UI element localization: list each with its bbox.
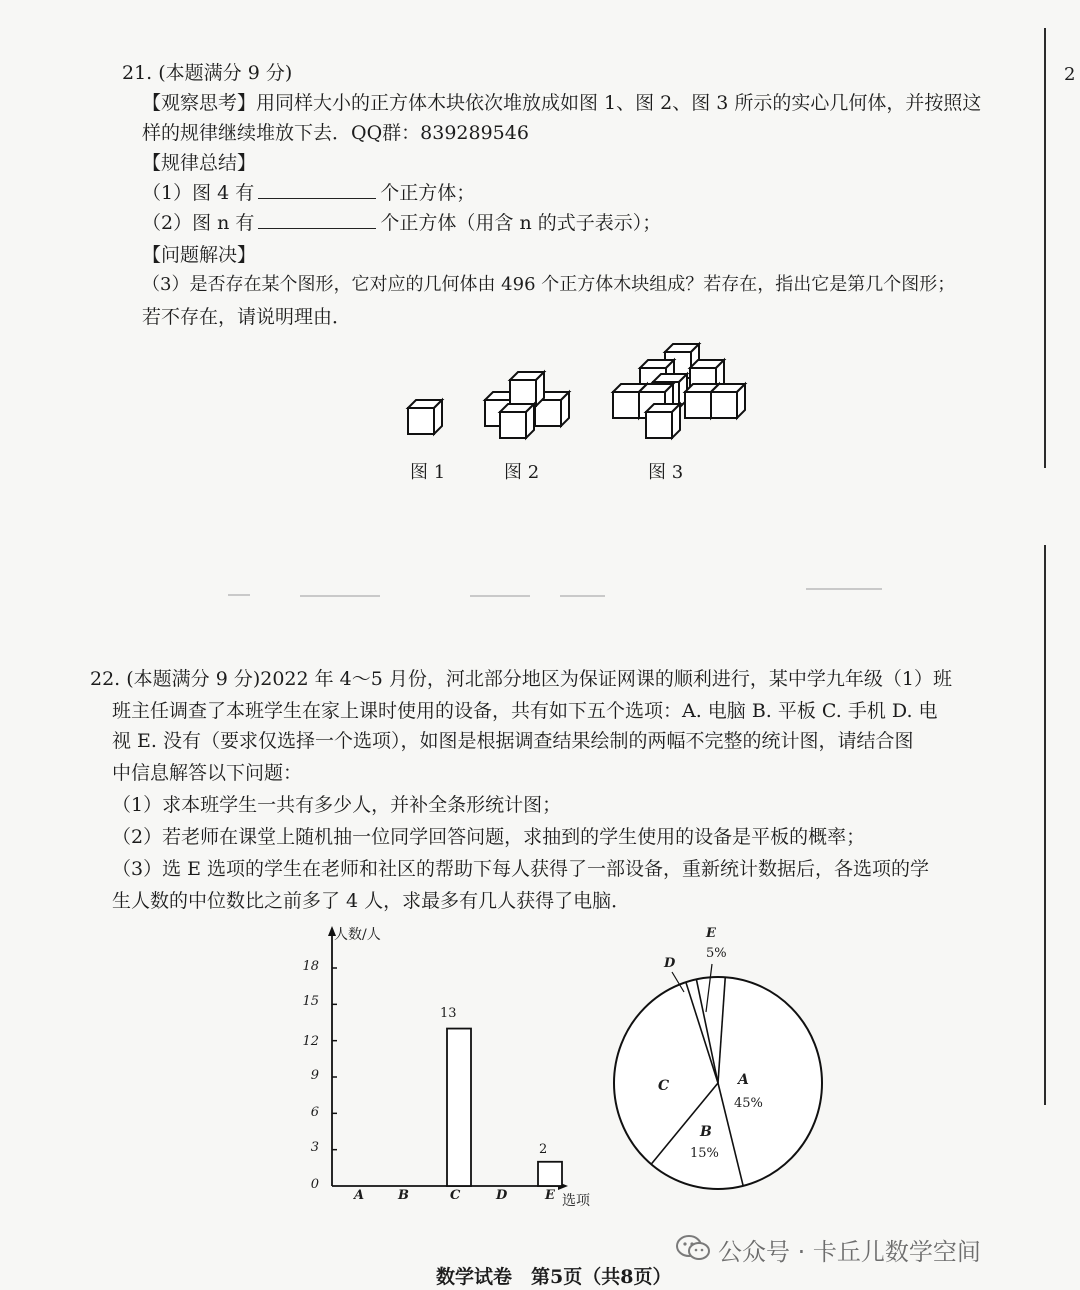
wechat-icon — [676, 1234, 710, 1262]
pie-percent-E: 5% — [706, 946, 727, 961]
answer-blank-1[interactable] — [258, 178, 376, 199]
q21-part-2 — [142, 208, 661, 238]
figure-3-cubes — [613, 344, 745, 438]
q21-summary-title: 【规律总结】 — [142, 152, 257, 174]
x-label-E: E — [545, 1188, 555, 1203]
pie-label-D: D — [664, 956, 676, 971]
figure-1-cubes — [408, 400, 442, 434]
x-label-A: A — [354, 1188, 365, 1203]
q21-part-1 — [142, 178, 475, 208]
q21-part-2-suffix: 个正方体（用含 n 的式子表示）； — [380, 212, 662, 234]
q22-part-1: （1）求本班学生一共有多少人，并补全条形统计图； — [112, 794, 562, 816]
x-label-C: C — [450, 1188, 461, 1203]
edge-page-mark: 2 — [1064, 64, 1076, 85]
fold-line-3 — [470, 595, 530, 597]
y-tick-6: 6 — [310, 1105, 319, 1120]
figure-2-label: 图 2 — [504, 462, 540, 483]
bar-C — [447, 1029, 471, 1186]
pie-label-C: C — [658, 1078, 670, 1094]
q21-header: 21. (本题满分 9 分) — [122, 62, 293, 84]
pie-percent-A: 45% — [734, 1096, 763, 1111]
y-tick-12: 12 — [302, 1034, 319, 1049]
bar-label-E: 2 — [539, 1142, 548, 1157]
y-tick-18: 18 — [302, 959, 319, 974]
pie-label-B: B — [700, 1124, 712, 1140]
q22-part-3: （3）选 E 选项的学生在老师和社区的帮助下每人获得了一部设备，重新统计数据后，各选项的学 — [112, 858, 930, 880]
y-tick-9: 9 — [310, 1068, 319, 1083]
y-tick-3: 3 — [310, 1140, 319, 1155]
q21-part-3-cont: 若不存在，请说明理由． — [142, 306, 352, 328]
q21-part-3: （3）是否存在某个图形，它对应的几何体由 496 个正方体木块组成？若存在，指出它是第几个图形； — [142, 274, 956, 295]
q22-line-4: 中信息解答以下问题： — [112, 762, 303, 784]
q21-part-2-text: （2）图 n 有 — [142, 212, 255, 234]
pie-chart — [600, 920, 840, 1200]
watermark-text: 公众号 · 卡丘儿数学空间 — [718, 1238, 981, 1266]
q22-part-2: （2）若老师在课堂上随机抽一位同学回答问题，求抽到的学生使用的设备是平板的概率； — [112, 826, 866, 848]
bar-E — [538, 1162, 562, 1186]
cube-figures — [400, 336, 760, 446]
x-label-B: B — [398, 1188, 409, 1203]
q22-part-3-cont: 生人数的中位数比之前多了 4 人，求最多有几人获得了电脑． — [112, 890, 631, 912]
y-tick-15: 15 — [302, 994, 319, 1009]
figure-1-label: 图 1 — [410, 462, 446, 483]
y-axis-title: 人数/人 — [334, 927, 381, 943]
q21-observe-2: 样的规律继续堆放下去．QQ群：839289546 — [142, 122, 529, 144]
figure-3-label: 图 3 — [648, 462, 684, 483]
fold-line-5 — [806, 588, 882, 590]
q21-part-1-suffix: 个正方体； — [380, 182, 476, 204]
x-label-D: D — [496, 1188, 508, 1203]
x-axis-title: 选项 — [562, 1193, 590, 1209]
fold-line-4 — [560, 595, 605, 597]
answer-blank-2[interactable] — [258, 208, 376, 229]
page-footer: 数学试卷 第5页（共8页） — [436, 1266, 672, 1288]
bar-chart-svg — [290, 918, 600, 1218]
pie-chart-svg — [600, 920, 840, 1200]
q21-part-1-text: （1）图 4 有 — [142, 182, 255, 204]
fold-line-2 — [300, 595, 380, 597]
y-tick-0: 0 — [310, 1177, 319, 1192]
q22-line-1: 22. (本题满分 9 分)2022 年 4～5 月份，河北部分地区为保证网课的顺利进行，某中学九年级（1）班 — [90, 668, 952, 690]
pie-label-A: A — [738, 1072, 749, 1088]
bar-chart — [290, 918, 600, 1218]
bar-label-C: 13 — [440, 1006, 457, 1021]
q21-observe: 【观察思考】用同样大小的正方体木块依次堆放成如图 1、图 2、图 3 所示的实心几何体，并按照这 — [142, 92, 982, 114]
q21-solve-title: 【问题解决】 — [142, 244, 257, 266]
figure-2-cubes — [485, 372, 569, 438]
question-21 — [0, 0, 1080, 500]
pie-label-E: E — [706, 926, 716, 941]
q22-line-2: 班主任调查了本班学生在家上课时使用的设备，共有如下五个选项：A. 电脑 B. 平板 C. 手机 D. 电 — [112, 700, 938, 722]
fold-line-1 — [228, 594, 250, 596]
pie-percent-B: 15% — [690, 1146, 719, 1161]
q22-line-3: 视 E. 没有（要求仅选择一个选项），如图是根据调查结果绘制的两幅不完整的统计图，请结合图 — [112, 730, 914, 752]
